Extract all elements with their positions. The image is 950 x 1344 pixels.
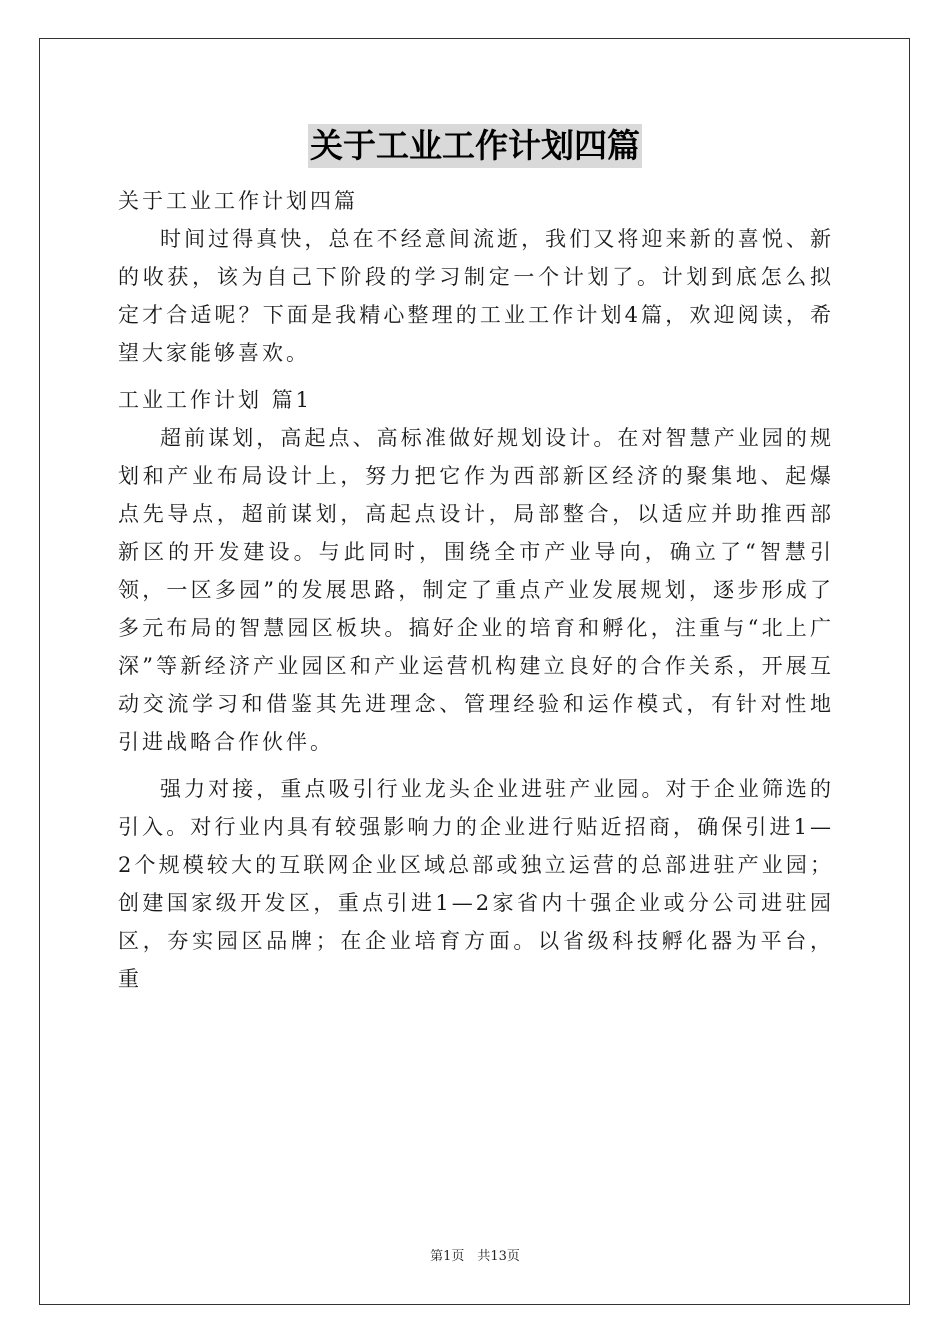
document-body xyxy=(118,182,834,1007)
body-paragraph-2: 强力对接，重点吸引行业龙头企业进驻产业园。对于企业筛选的引入。对行业内具有较强影响力的企业进行贴近招商，确保引进1—2个规模较大的互联网企业区域总部或独立运营的总部进驻产业园；创建国家级开发区，重点引进1—2家省内十强企业或分公司进驻园区，夯实园区品牌；在企业培育方面。以省级科技孵化器为平台，重 xyxy=(118,777,834,991)
intro-paragraph: 时间过得真快，总在不经意间流逝，我们又将迎来新的喜悦、新的收获，该为自己下阶段的学习制定一个计划了。计划到底怎么拟定才合适呢？下面是我精心整理的工业工作计划4篇，欢迎阅读，希望大家能够喜欢。 xyxy=(118,227,834,365)
document-title: 关于工业工作计划四篇 xyxy=(308,124,642,168)
section-heading: 工业工作计划 篇1 xyxy=(118,388,313,412)
body-paragraph-1: 超前谋划，高起点、高标准做好规划设计。在对智慧产业园的规划和产业布局设计上，努力把它作为西部新区经济的聚集地、起爆点先导点，超前谋划，高起点设计，局部整合，以适应并助推西部新区的开发建设。与此同时，围绕全市产业导向，确立了“智慧引领，一区多园”的发展思路，制定了重点产业发展规划，逐步形成了多元布局的智慧园区板块。搞好企业的培育和孵化，注重与“北上广深”等新经济产业园区和产业运营机构建立良好的合作关系，开展互动交流学习和借鉴其先进理念、管理经验和运作模式，有针对性地引进战略合作伙伴。 xyxy=(118,426,834,754)
page-footer: 第1页 共13页 xyxy=(430,1249,520,1264)
subtitle-line: 关于工业工作计划四篇 xyxy=(118,189,358,213)
title-container xyxy=(0,124,950,168)
